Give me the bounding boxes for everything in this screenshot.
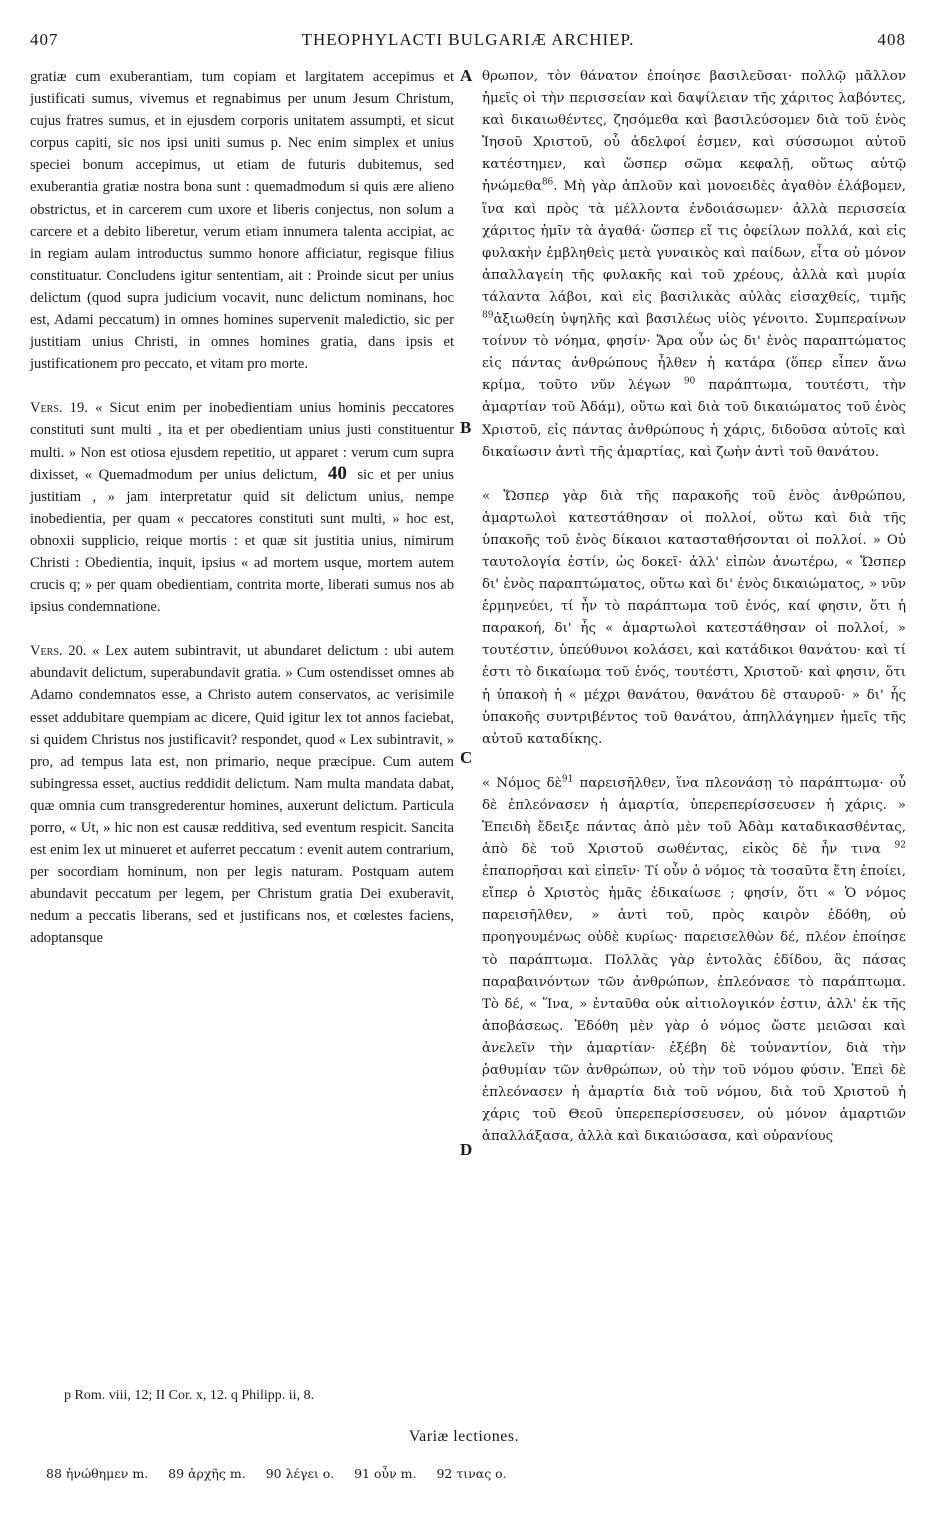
- verse-label-19: Vers. 19.: [30, 400, 88, 417]
- latin-column: [30, 66, 454, 950]
- variant-reading: 89 ἀρχῆς m.: [168, 1466, 246, 1481]
- footnote-ref-92: 92: [894, 840, 906, 851]
- variant-reading: 92 τινας o.: [436, 1466, 507, 1481]
- variant-reading: 91 οὖν m.: [354, 1466, 417, 1481]
- footnote-ref-89: 89: [482, 310, 494, 321]
- running-header: [30, 30, 906, 56]
- greek-paragraph-1: [482, 66, 906, 464]
- line-number-marker: 40: [327, 462, 347, 484]
- variae-lectiones-title: Variæ lectiones.: [408, 1428, 520, 1445]
- greek-paragraph-3-text-a: « Νόμος δὲ: [482, 775, 562, 791]
- latin-paragraph-1: gratiæ cum exuberantiam, tum copiam et largitatem accepimus et justificati sumus, vivemus et regnabimus per unum Jesum Christum, cujus fratres sumus, et in ejusdem corporis unitatem assumpti, et sicut corpus capiti, sic nos ipsi uniti sumus p. Nec enim simplex et unius speciei bonum accepimus, ut etiam de futuris dubitemus, sed exuberantia gratiæ nostra bona sunt : quemadmodum si quis ære alieno obstrictus, et in carcerem cum uxore et liberis conjectus, non solum a carcere et a debito liberetur, verum etiam innumera talenta accipiat, ac in regiam aulam introductus summo honore afficiatur, regisque filius constituatur. Concludens igitur sententiam, ait : Proinde sicut per unius delictum (quod supra judicium vocavit, nunc delictum nominans, hoc est, Adami peccatum) in omnes homines supervenit maledictio, sic per justitiam unius Christi, in omnes homines gratia, dans ipsis et justificationem pro peccato, et vitam pro morte.: [30, 69, 454, 373]
- running-title: THEOPHYLACTI BULGARIÆ ARCHIEP.: [301, 30, 635, 49]
- variae-lectiones-list: [46, 1466, 522, 1481]
- margin-letter-c: C: [460, 748, 473, 767]
- latin-paragraph-2: [30, 397, 454, 618]
- latin-paragraph-3: [30, 640, 454, 949]
- greek-paragraph-3: [482, 773, 906, 1149]
- greek-column: [482, 66, 906, 1148]
- footnotes: p Rom. viii, 12; II Cor. x, 12. q Philipp. ii, 8.: [64, 1388, 315, 1403]
- greek-paragraph-3-text-b: παρεισῆλθεν, ἵνα πλεονάσῃ τὸ παράπτωμα· οὗ δὲ ἐπλεόνασεν ἡ ἁμαρτία, ὑπερεπερίσσευσεν ἡ χάρις. » Ἐπειδὴ ἔδειξε πάντας ἀπὸ μὲν τοῦ Ἀδὰμ καταδικασθέντας, ἀπὸ δὲ τοῦ Χριστοῦ σωθέντας, εἰκὸς δὲ ἦν τινα: [482, 775, 906, 858]
- greek-paragraph-1-text-b: . Μὴ γὰρ ἁπλοῦν καὶ μονοειδὲς ἀγαθὸν ἐλάβομεν, ἵνα καὶ πρὸς τὰ μέλλοντα ἐνδοιάσωμεν· ἀλλὰ περισσεία χάριτος ἡμῖν τὰ ἀγαθά· ὥσπερ εἴ τις ὀφείλων πολλά, καὶ εἰς φυλακὴν ἐμβληθεὶς μετὰ γυναικὸς καὶ παίδων, εἶτα οὐ μόνον ἀπαλλαγείη τῆς φυλακῆς καὶ τοῦ χρέους, ἀλλὰ καὶ μυρία τάλαντα λάβοι, καὶ εἰς βασιλικὰς αὐλὰς εἰσαχθείς, τιμῆς: [482, 179, 906, 305]
- latin-paragraph-2-text-a: « Sicut enim per inobedientiam unius hominis peccatores constituti sunt multi , ita et per obedientiam unius justi constituentur multi. » Non est otiosa ejusdem repetitio, ut apparet : verum cum supra dixisset, « Quemadmodum per unius delictum,: [30, 400, 454, 483]
- verse-label-20: Vers. 20.: [30, 643, 87, 660]
- page-number-left: 407: [30, 30, 59, 49]
- margin-letter-a: A: [460, 66, 473, 85]
- margin-letter-d: D: [460, 1140, 473, 1159]
- variant-reading: 90 λέγει o.: [265, 1466, 335, 1481]
- footnote-ref-90: 90: [683, 376, 696, 387]
- footnote-ref-91: 91: [561, 774, 574, 785]
- margin-letter-b: B: [460, 418, 472, 437]
- page-number-right: 408: [877, 30, 906, 49]
- latin-paragraph-3-text: « Lex autem subintravit, ut abundaret delictum : ubi autem abundavit delictum, superabundavit gratia. » Cum ostendisset omnes ab Adamo condemnatos esse, a Christo autem conservatos, ac verisimile esset addubitare quempiam ac dicere, Quid igitur lex tot annos faciebat, si quidem Christus nos justificavit? respondet, quod « Lex subintravit, » pro, ad tempus lata est, non primario, neque præcipue. Cum autem subingressa esset, auctius reddidit delictum. Nam multa mandata dabat, quæ omnia cum transgrederentur homines, auxerunt delictum. Particula porro, « Ut, » hic non est causæ redditiva, sed eventum respicit. Sancita est enim lex ut minueret et auferret peccatum : evenit autem contrarium, per socordiam hominum, non per legis naturam. Postquam autem abundavit peccatum per legem, per Christum gratia Dei exuberavit, nedum a peccatis liberans, sed et justificans nos, et cœlestes faciens, adoptansque: [30, 643, 454, 947]
- footnote-ref-86: 86: [541, 178, 554, 188]
- greek-paragraph-1-text-d: παράπτωμα, τουτέστι, τὴν ἁμαρτίαν τοῦ Ἀδάμ), οὕτω καὶ διὰ τοῦ δικαιώματος τοῦ ἑνὸς Χριστοῦ, εἰς πάντας ἀνθρώπους ἡ χάρις, διδοῦσα αὐτοῖς καὶ δικαίωσιν ἀντὶ τῆς ἁμαρτίας, καὶ ζωὴν ἀντὶ τοῦ θανάτου.: [482, 378, 907, 460]
- greek-paragraph-2: « Ὥσπερ γὰρ διὰ τῆς παρακοῆς τοῦ ἑνὸς ἀνθρώπου, ἁμαρτωλοὶ κατεστάθησαν οἱ πολλοί, οὕτω καὶ διὰ τῆς ὑπακοῆς τοῦ ἑνὸς δίκαιοι κατασταθήσονται οἱ πολλοί. » Οὐ ταυτολογία ἐστίν, ὡς δοκεῖ· ἀλλ' εἰπὼν ἀνωτέρω, « Ὥσπερ δι' ἑνὸς παραπτώματος, οὕτω καὶ δι' ἑνὸς δικαιώματος, » νῦν ἑρμηνεύει, τί ἦν τὸ παράπτωμα τοῦ ἑνός, καί φησιν, ὅτι ἡ παρακοή, δι' ἧς « ἁμαρτωλοὶ κατεστάθησαν οἱ πολλοί, » τουτέστιν, ὑπεύθυνοι κολάσει, καὶ κατάδικοι θανάτου· καὶ τί ἐστι τὸ δικαίωμα τοῦ ἑνός, τουτέστι, Χριστοῦ· καὶ φησιν, ὅτι ἡ ὑπακοὴ ἡ « μέχρι θανάτου, θανάτου δὲ σταυροῦ· » δι' ἧς ὑπακοῆς συντριβέντος τοῦ θανάτου, ἀπηλλάγημεν ἡμεῖς τῆς αὐτοῦ καταδίκης.: [482, 488, 906, 747]
- greek-paragraph-3-text-c: ἐπαπορῆσαι καὶ εἰπεῖν· Τί οὖν ὁ νόμος τὰ τοσαῦτα ἔτη ἐποίει, εἴπερ ὁ Χριστὸς ἡμᾶς ἐδικαίωσε ; φησίν, ὅτι « Ὁ νόμος παρεισῆλθεν, » ἀντὶ τοῦ, πρὸς καιρὸν ἐδόθη, οὐ προηγουμένως οὐδὲ κυρίως· παρεισελθὼν δέ, πλέον ἐποίησε τὸ παράπτωμα. Πολλὰς γὰρ ἐντολὰς ἐδίδου, ἃς πάσας παραβαινόντων τῶν ἀνθρώπων, ἐπλεόνασε τὸ παράπτωμα. Τὸ δέ, « Ἵνα, » ἐνταῦθα οὐκ αἰτιολογικόν ἐστιν, ἀλλ' ἐκ τῆς ἀποβάσεως. Ἐδόθη μὲν γὰρ ὁ νόμος ὥστε μειῶσαι καὶ ἀνελεῖν τὴν ἁμαρτίαν· ἐξέβη δὲ τοὐναντίον, διὰ τὴν ῥαθυμίαν τῶν ἀνθρώπων, οὐ τὴν τοῦ νόμου φύσιν. Ἐπεὶ δὲ ἐπλεόνασεν ἡ ἁμαρτία διὰ τοῦ νόμου, διὰ τοῦ Χριστοῦ ἡ χάρις τοῦ Θεοῦ ὑπερεπερίσσευσεν, οὐ μόνον ἁμαρτιῶν ἀπαλλάξασα, ἀλλὰ καὶ δικαιώσασα, καὶ οὐρανίους: [482, 864, 906, 1145]
- latin-paragraph-2-text-b: sic et per unius justitiam , » jam interpretatur quid sit delictum unius, nempe inobedientia, per quam « peccatores constituti sunt multi, » hoc est, obnoxii supplicio, reique mortis : et quæ sit justitia unius, nimirum Christi : Obedientia, inquit, ipsius « ad mortem usque, mortem autem crucis q; » per quam obedientiam, contrita morte, liberati sumus nos ab ipsius condemnatione.: [30, 466, 454, 616]
- variant-reading: 88 ἡνώθημεν m.: [46, 1466, 149, 1481]
- greek-paragraph-1-text-c: ἀξιωθείη ὑψηλῆς καὶ βασιλέως υἱὸς γένοιτο. Συμπεραίνων τοίνυν τὸ νόημα, φησίν· Ἄρα οὖν ὡς δι' ἑνὸς παραπτώματος εἰς πάντας ἀνθρώπους ἦλθεν ἡ κατάρα (ὅπερ εἶπεν ἄνω κρίμα, τοῦτο νῦν λέγων: [482, 312, 906, 394]
- greek-paragraph-1-text-a: θρωπον, τὸν θάνατον ἐποίησε βασιλεῦσαι· πολλῷ μᾶλλον ἡμεῖς οἱ τὴν περισσείαν καὶ δαψίλειαν τῆς χάριτος λαβόντες, καὶ δικαιωθέντες, ζησόμεθα καὶ βασιλεύσομεν διὰ τοῦ ἑνὸς Ἰησοῦ Χριστοῦ, οὗ ἀδελφοί ἐσμεν, καὶ σύσσωμοι αὐτοῦ κατέστημεν, καὶ ὥσπερ σῶμα κεφαλῇ, οὕτως αὐτῷ ἡνώμεθα: [482, 69, 906, 195]
